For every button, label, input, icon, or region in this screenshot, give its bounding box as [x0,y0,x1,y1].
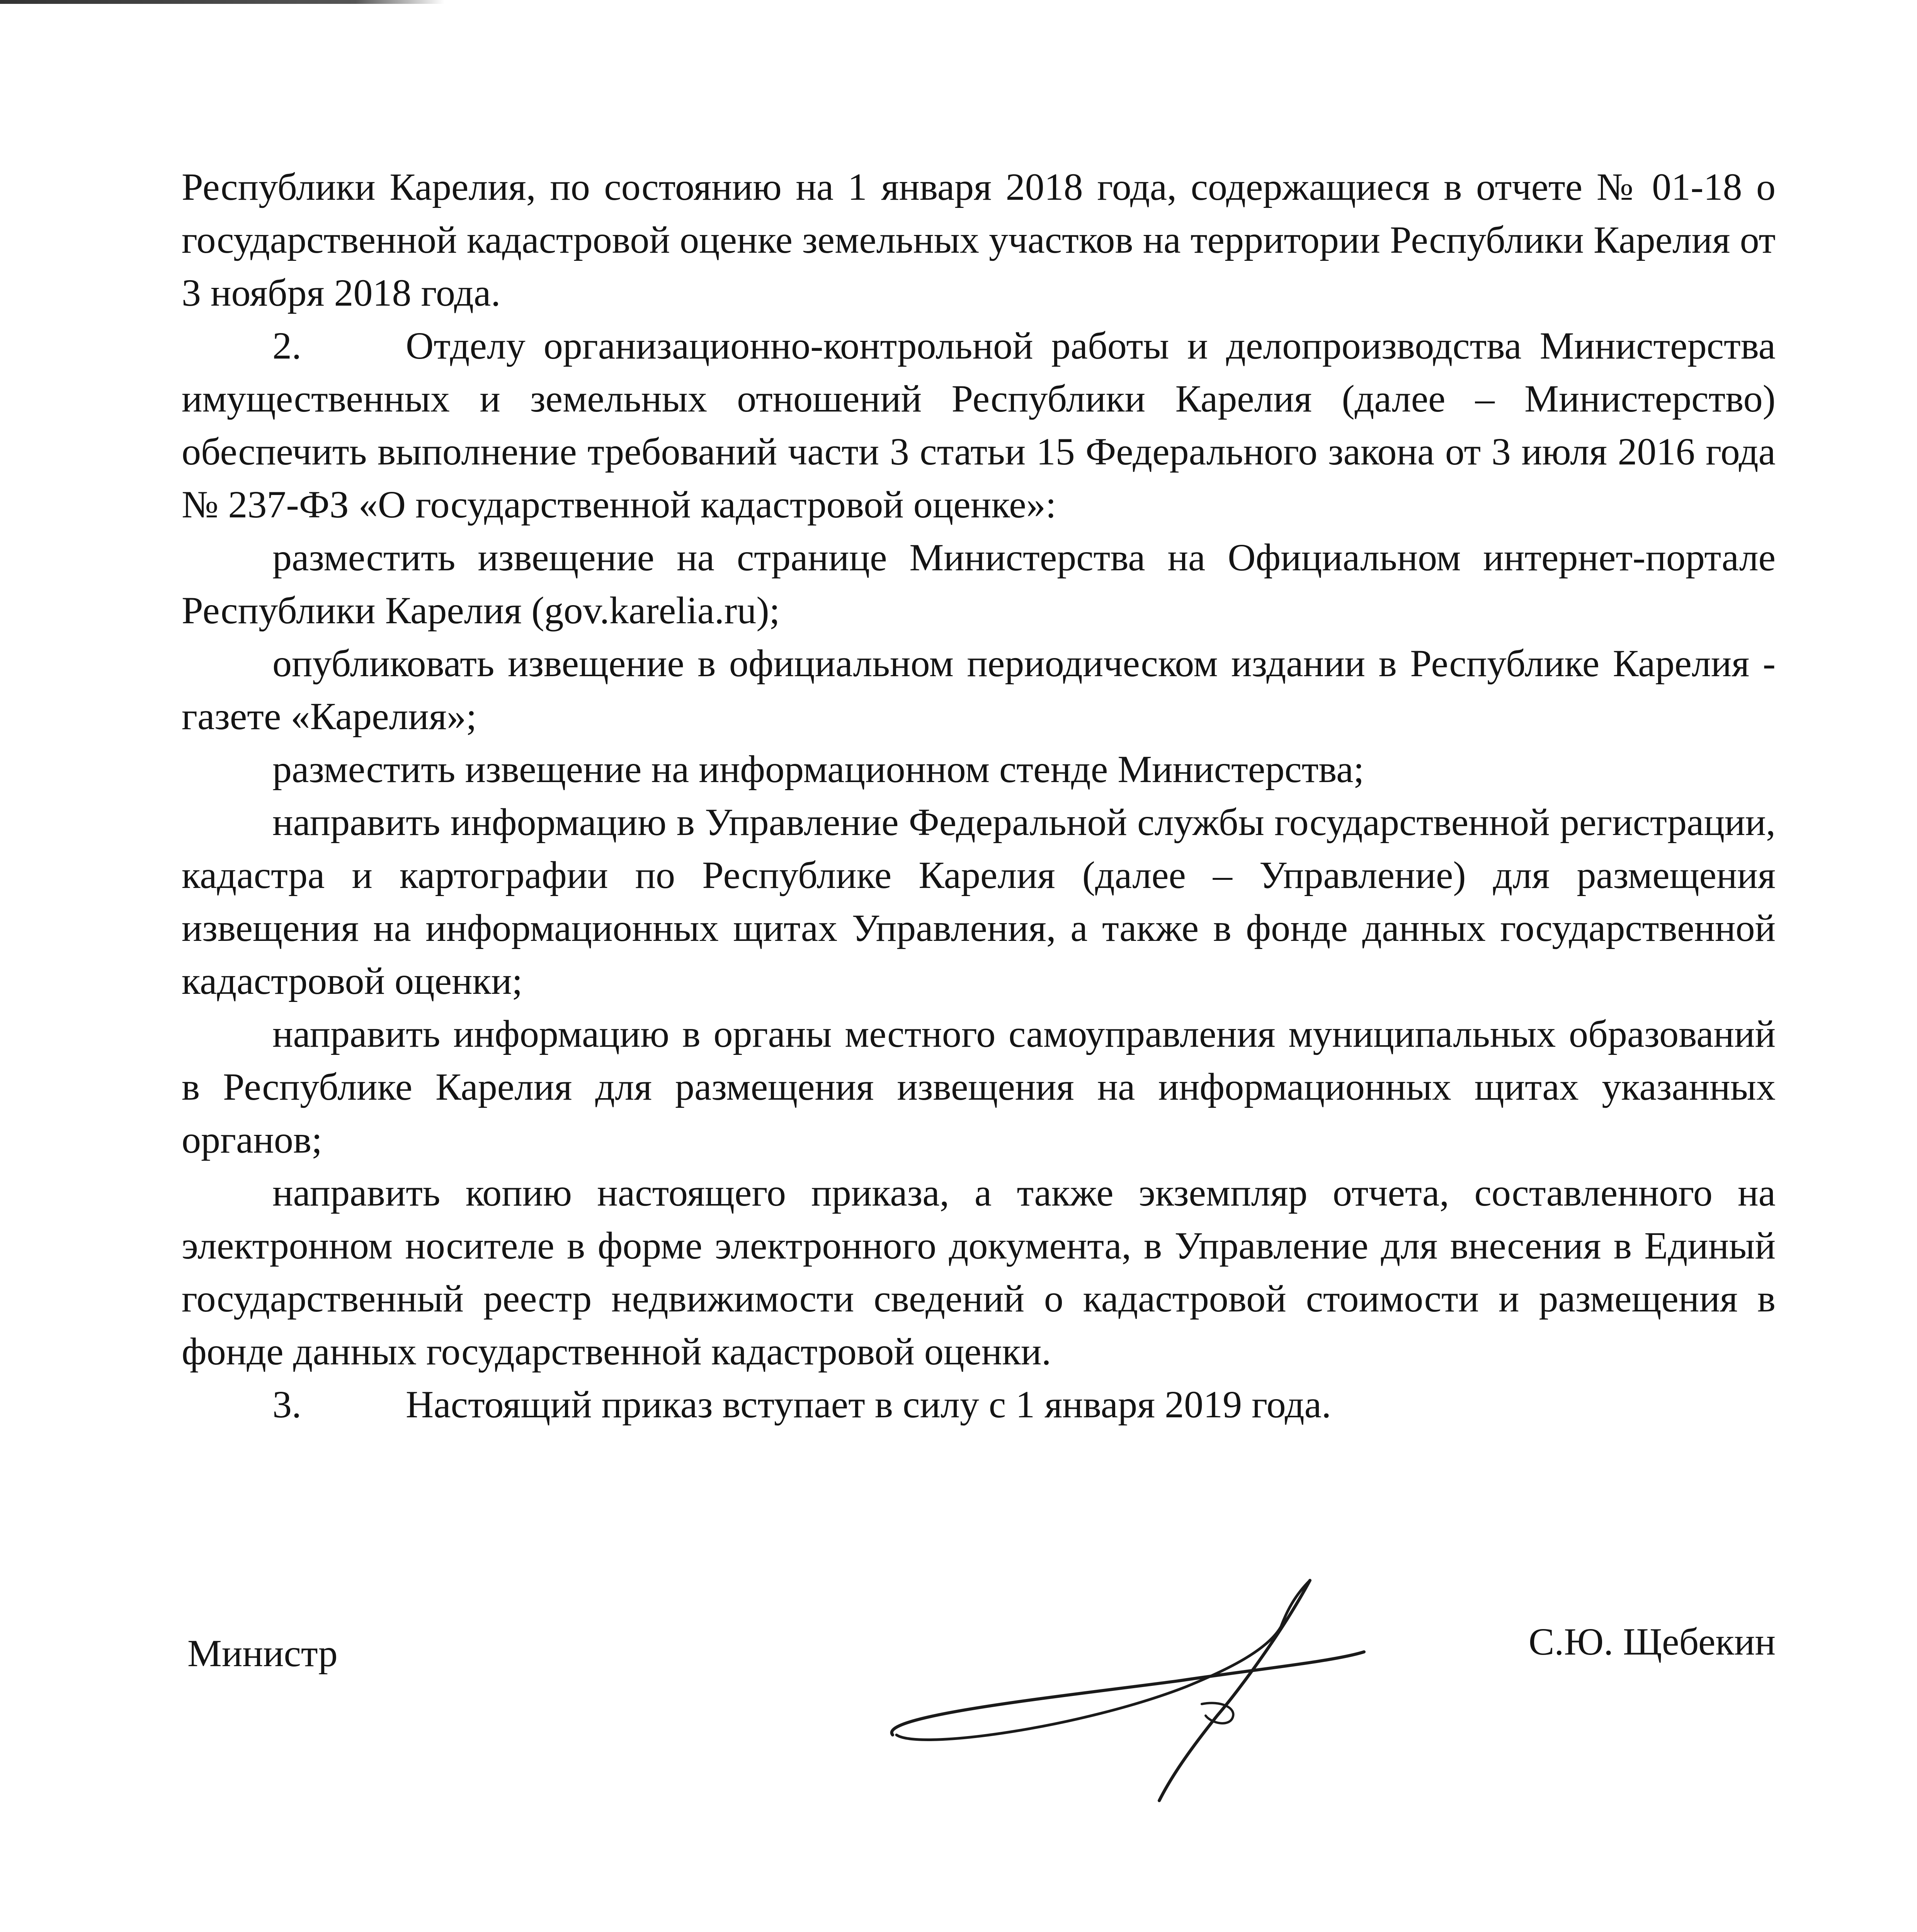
paragraph-item-2 [182,319,1776,531]
item-number: 2. [272,324,301,367]
document-body [182,160,1776,1431]
signatory-title: Министр [187,1632,338,1675]
paragraph-subitem: разместить извещение на странице Министерства на Официальном интернет-портале Республики Карелия (gov.karelia.ru); [182,536,1776,632]
paragraph-subitem: опубликовать извещение в официальном периодическом издании в Республике Карелия - газете «Карелия»; [182,642,1776,738]
paragraph-continuation: Республики Карелия, по состоянию на 1 января 2018 года, содержащиеся в отчете № 01-18 о государственной кадастровой оценке земельных участков на территории Республики Карелия от 3 ноября 2018 года. [182,165,1776,314]
item-text: Настоящий приказ вступает в силу с 1 января 2019 года. [406,1383,1331,1426]
paragraph-subitem: направить информацию в органы местного самоуправления муниципальных образований в Республике Карелия для размещения извещения на информационных щитах указанных органов; [182,1012,1776,1161]
handwritten-signature [831,1534,1391,1835]
paragraph-item-3 [182,1378,1776,1431]
signatory-name: С.Ю. Щебекин [1528,1620,1776,1663]
item-number: 3. [272,1383,301,1426]
paragraph-subitem: направить копию настоящего приказа, а также экземпляр отчета, составленного на электронном носителе в форме электронного документа, в Управление для внесения в Единый государственный реестр недвижимости сведений о кадастровой стоимости и размещения в фонде данных государственной кадастровой оценки. [182,1171,1776,1373]
paragraph-subitem: направить информацию в Управление Федеральной службы государственной регистрации, кадастра и картографии по Республике Карелия (далее – Управление) для размещения извещения на информационных щитах Управления, а также в фонде данных государственной кадастровой оценки; [182,801,1776,1002]
scan-edge-line [0,0,444,4]
item-text: Отделу организационно-контрольной работы и делопроизводства Министерства имущественных и земельных отношений Республики Карелия (далее – Министерство) обеспечить выполнение требований части 3 статьи 15 Федерального закона от 3 июля 2016 года № 237-ФЗ «О государственной кадастровой оценке»: [182,324,1776,526]
signature-block [0,1615,1917,1770]
paragraph-subitem: разместить извещение на информационном стенде Министерства; [272,748,1364,791]
